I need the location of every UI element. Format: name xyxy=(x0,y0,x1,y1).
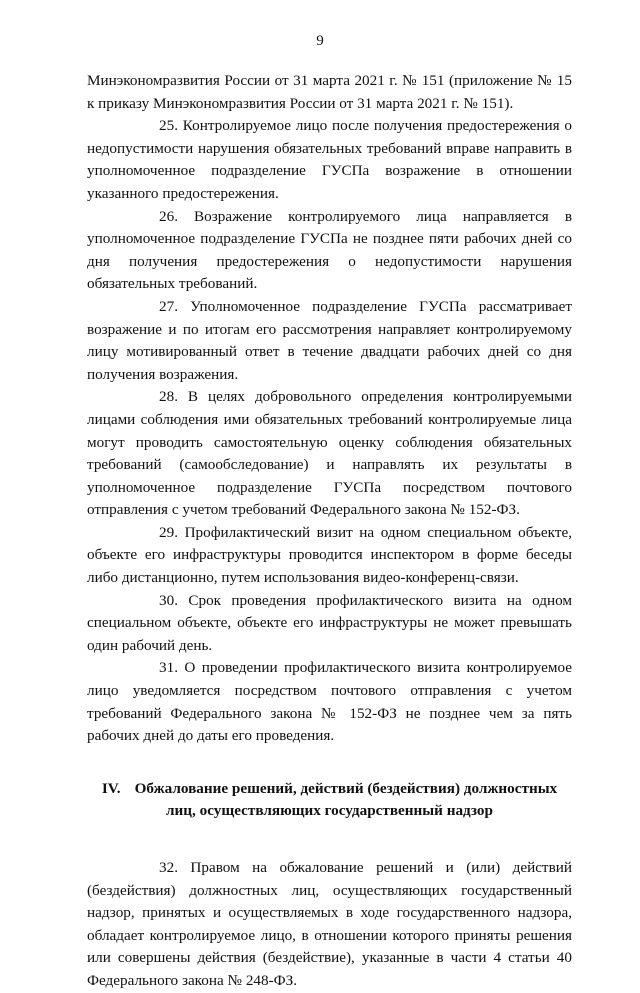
intro-paragraph: Минэкономразвития России от 31 марта 2021 г. № 151 (приложение № 15 к приказу Минэкономразвития России от 31 марта 2021 г. № 151). xyxy=(87,72,572,112)
section-title-line-2: лиц, осуществляющих государственный надзор xyxy=(166,802,493,820)
paragraph-32 xyxy=(87,857,572,993)
paragraph-25 xyxy=(87,115,572,205)
section-title-line-1: Обжалование решений, действий (бездействия) должностных xyxy=(134,779,558,797)
paragraph-number: 25. xyxy=(159,117,178,135)
paragraph-text: Срок проведения профилактического визита на одном специальном объекте, объекте его инфраструктуры не может превышать один рабочий день. xyxy=(87,591,572,654)
paragraph-number: 31. xyxy=(159,659,178,677)
paragraph-number: 30. xyxy=(159,591,178,609)
paragraph-text: В целях добровольного определения контролируемыми лицами соблюдения ими обязательных требований контролируемые лица могут проводить самостоятельную оценку соблюдения обязательных требований (самообследование) и направлять их результаты в уполномоченное подразделение ГУСПа посредством почтового отправления с учетом требований Федерального закона № 152-ФЗ. xyxy=(87,388,572,519)
section-heading xyxy=(87,778,572,823)
paragraph-30 xyxy=(87,590,572,658)
paragraph-text: Профилактический визит на одном специальном объекте, объекте его инфраструктуры проводится инспектором в форме беседы либо дистанционно, путем использования видео-конференц-связи. xyxy=(87,523,572,587)
paragraph-28 xyxy=(87,386,572,522)
paragraph-text: Правом на обжалование решений и (или) действий (бездействия) должностных лиц, осуществляющих государственный надзор, принятых и осуществляемых в ходе государственного надзора, обладает контролируемое лицо, в отношении которого приняты решения или совершены действия (бездействие), указанные в части 4 статьи 40 Федерального закона № 248-ФЗ. xyxy=(87,859,572,989)
paragraph-26 xyxy=(87,206,572,296)
paragraph-number: 26. xyxy=(159,207,178,225)
paragraph-number: 29. xyxy=(159,523,178,541)
paragraph-number: 28. xyxy=(159,388,178,406)
paragraph-27 xyxy=(87,296,572,386)
section-roman-numeral: IV. xyxy=(101,779,121,797)
paragraph-text: Уполномоченное подразделение ГУСПа рассматривает возражение и по итогам его рассмотрения направляет контролируемому лицу мотивированный ответ в течение двадцати рабочих дней со дня получения возражения. xyxy=(87,297,572,383)
paragraph-31 xyxy=(87,657,572,747)
paragraph-text: Контролируемое лицо после получения предостережения о недопустимости нарушения обязательных требований вправе направить в уполномоченное подразделение ГУСПа возражение в отношении указанного предостережения. xyxy=(87,117,572,202)
page-number: 9 xyxy=(316,33,324,49)
paragraph-number: 32. xyxy=(159,859,178,876)
paragraph-text: О проведении профилактического визита контролируемое лицо уведомляется посредством почтового отправления с учетом требований Федерального закона № 152-ФЗ не позднее чем за пять рабочих дней до даты его проведения. xyxy=(87,659,572,745)
paragraph-number: 27. xyxy=(159,297,178,315)
document-body xyxy=(87,70,572,993)
paragraph-text: Возражение контролируемого лица направляется в уполномоченное подразделение ГУСПа не позднее пяти рабочих дней со дня получения предостережения о недопустимости нарушения обязательных требований. xyxy=(87,207,573,293)
spacer xyxy=(87,823,572,857)
section-heading-line-1 xyxy=(87,778,572,801)
paragraph-29 xyxy=(87,522,572,590)
